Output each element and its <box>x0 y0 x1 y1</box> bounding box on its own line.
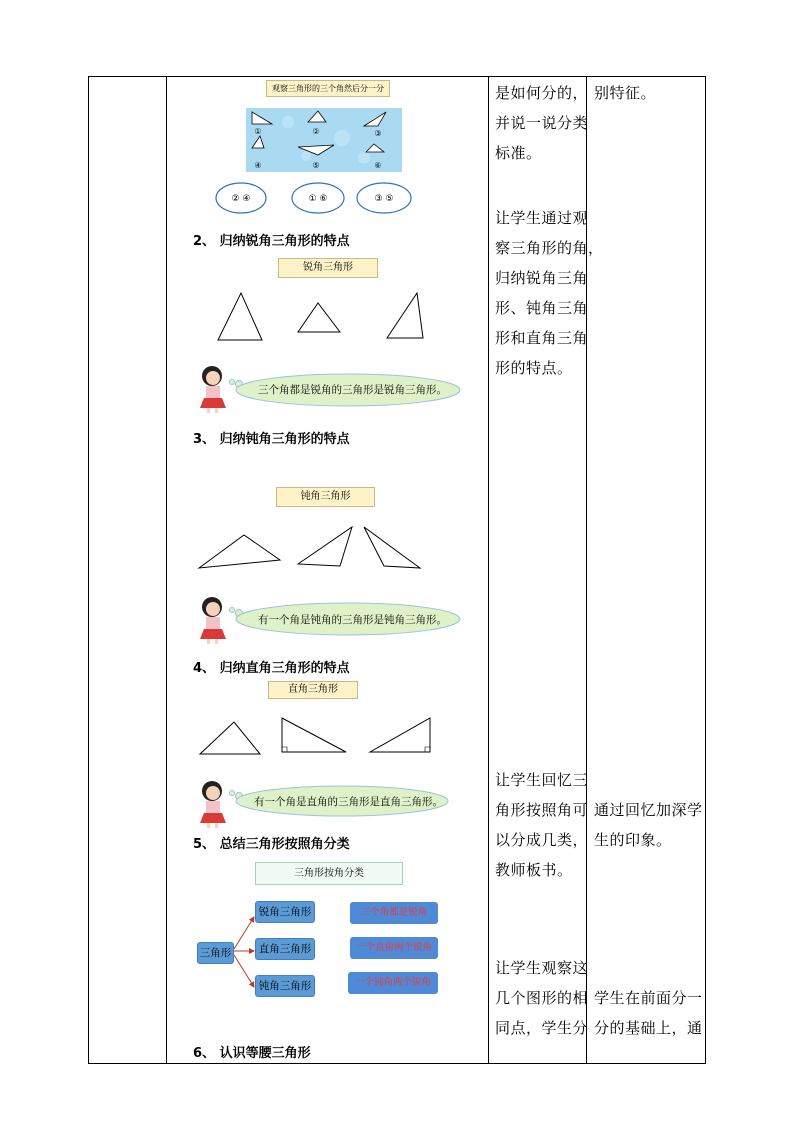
girl-illustration <box>196 364 232 414</box>
feature-obtuse: 一个钝角两个锐角 <box>348 972 438 994</box>
tri-number-3: ③ <box>374 129 382 138</box>
heading-isosceles: 6、 认识等腰三角形 <box>193 1046 311 1061</box>
tri-number-6: ⑥ <box>374 161 382 170</box>
right-label: 直角三角形 <box>268 681 358 699</box>
right-speech: 有一个角是直角的三角形是直角三角形。 <box>254 796 443 808</box>
col3-paragraph-3: 让学生回忆三 角形按照角可 以分成几类， 教师板书。 <box>495 771 589 879</box>
group-1: ② ④ <box>231 194 251 204</box>
heading-obtuse: 3、 归纳钝角三角形的特点 <box>193 432 350 447</box>
right-triangles <box>196 714 436 758</box>
group-2: ① ⑥ <box>308 194 328 204</box>
group-ovals <box>214 181 414 217</box>
column-divider-2 <box>488 76 489 1064</box>
col4-paragraph-1: 别特征。 <box>594 84 657 102</box>
heading-right: 4、 归纳直角三角形的特点 <box>193 661 350 676</box>
classify-title: 三角形按角分类 <box>255 862 403 885</box>
tri-number-1: ① <box>254 127 262 136</box>
column-divider-1 <box>166 76 167 1064</box>
obtuse-speech: 有一个角是钝角的三角形是钝角三角形。 <box>258 614 447 626</box>
feature-acute: 三个角都是锐角 <box>350 902 438 924</box>
acute-triangles <box>215 290 430 346</box>
girl-illustration <box>196 779 232 829</box>
girl-illustration <box>196 595 232 645</box>
col4-paragraph-3: 学生在前面分一 分的基础上，通 <box>594 989 703 1037</box>
col3-paragraph-1: 是如何分的， 并说一说分类 标准。 <box>495 84 589 162</box>
col3-paragraph-4: 让学生观察这 几个图形的相 同点，学生分 <box>495 959 589 1037</box>
classify-right: 直角三角形 <box>255 938 315 960</box>
obtuse-label: 钝角三角形 <box>276 487 375 507</box>
acute-speech: 三个角都是锐角的三角形是锐角三角形。 <box>258 384 447 396</box>
classify-root: 三角形 <box>197 942 234 964</box>
classify-obtuse: 钝角三角形 <box>255 975 315 997</box>
heading-summary: 5、 总结三角形按照角分类 <box>193 837 350 852</box>
heading-acute: 2、 归纳锐角三角形的特点 <box>193 234 350 249</box>
col3-paragraph-2: 让学生通过观 察三角形的角， 归纳锐角三角 形、钝角三角 形和直角三角 形的特点。 <box>495 209 604 377</box>
col4-paragraph-2: 通过回忆加深学 生的印象。 <box>594 801 703 849</box>
triangle-sort-panel <box>246 108 402 172</box>
feature-right: 一个直角两个锐角 <box>350 937 438 959</box>
tri-number-2: ② <box>312 127 320 136</box>
observe-label: 观察三角形的三个角然后分一分 <box>266 80 390 97</box>
tri-number-4: ④ <box>254 161 262 170</box>
group-3: ③ ⑤ <box>374 194 394 204</box>
classify-acute: 锐角三角形 <box>255 901 315 923</box>
acute-label: 锐角三角形 <box>278 258 378 278</box>
tri-number-5: ⑤ <box>312 161 320 170</box>
obtuse-triangles <box>196 524 424 572</box>
